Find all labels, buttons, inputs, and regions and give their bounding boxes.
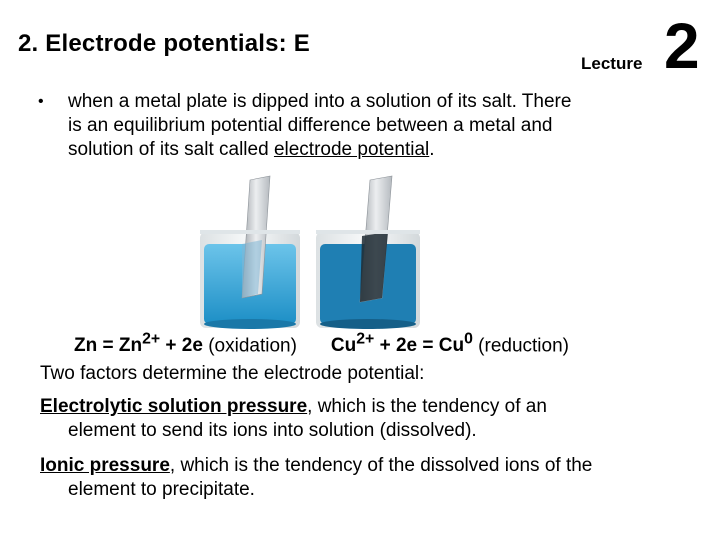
reactions-line: [74, 331, 569, 357]
factor-ionic-pressure: Ionic pressure, which is the tendency of the dissolved ions of the element to precipitate.: [40, 455, 593, 500]
slide-title: 2. Electrode potentials: E: [18, 30, 310, 57]
term-ionic-pressure: Ionic pressure: [40, 455, 170, 476]
bullet-text: solution of its salt called: [68, 139, 274, 160]
factor-electrolytic-pressure: Electrolytic solution pressure, which is the tendency of an element to send its ions into solution (dissolved).: [40, 396, 547, 441]
cu-equation: $Cu^{2+} + 2e = Cu^0$: [330, 331, 473, 357]
term-electrode-potential: electrode potential: [273, 139, 430, 160]
bullet-line: when a metal plate is dipped into a solution of its salt. There: [68, 91, 572, 112]
bullet-line: is an equilibrium potential difference between a metal and: [68, 115, 553, 136]
bullet-icon: •: [38, 93, 44, 110]
zn-note: (oxidation): [202, 335, 297, 357]
bullet-text: .: [429, 139, 435, 160]
cu-note: (reduction): [472, 335, 569, 357]
bullet-line: [68, 138, 678, 162]
factors-intro: Two factors determine the electrode potential:: [40, 363, 425, 384]
lecture-label: Lecture: [581, 54, 643, 73]
lecture-number: 2: [664, 10, 700, 82]
bullet-paragraph: [38, 90, 678, 162]
term-electrolytic-pressure: Electrolytic solution pressure: [40, 396, 308, 417]
zn-equation: $Zn = Zn^{2+} + 2e$: [74, 331, 203, 357]
beakers-photo: [192, 174, 432, 332]
